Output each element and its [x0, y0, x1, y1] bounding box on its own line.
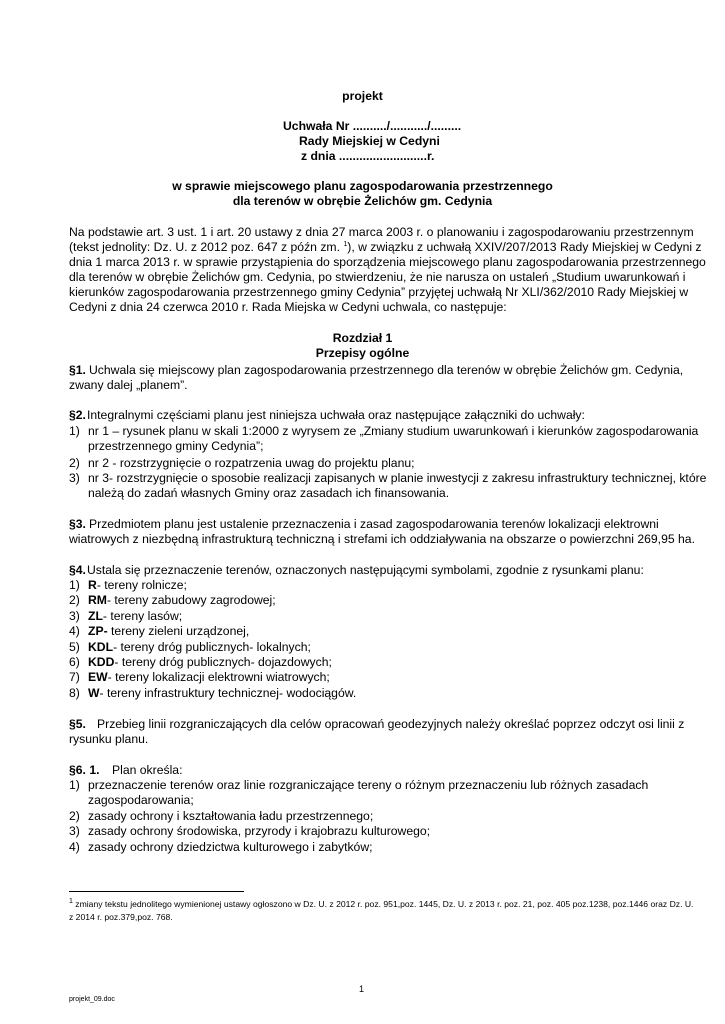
- land-desc: - tereny rolnicze;: [96, 578, 187, 592]
- list-item: zasady ochrony dziedzictwa kulturowego i zabytków;: [88, 840, 373, 854]
- land-desc: - tereny lasów;: [102, 609, 183, 623]
- section-line: zwany dalej „planem”.: [69, 378, 188, 392]
- symbol-item: [88, 609, 182, 624]
- list-number: 7): [69, 670, 80, 684]
- resolution-date: z dnia ..........................r.: [301, 149, 435, 163]
- land-desc: - tereny dróg publicznych- lokalnych;: [113, 640, 311, 654]
- list-number: 3): [69, 824, 80, 838]
- footnote-text: zmiany tekstu jednolitego wymienionej ustawy ogłoszono w Dz. U. z 2012 r. poz. 951,poz. 1445, Dz. U. z 2013 r. poz. 21, poz. 405 poz.1238, poz.1446 oraz Dz. U.: [72, 899, 694, 909]
- section-mark: §4.: [69, 563, 86, 577]
- land-symbol: KDL: [88, 640, 114, 654]
- land-desc: - tereny dróg publicznych- dojazdowych;: [114, 655, 332, 669]
- section-line: rysunku planu.: [69, 732, 149, 746]
- section-lead: Plan określa:: [112, 763, 183, 777]
- list-number: 3): [69, 609, 80, 623]
- section-lead: Integralnymi częściami planu jest niniejsza uchwała oraz następujące załączniki do uchwały:: [87, 408, 585, 422]
- list-item-cont: przestrzennego gminy Cedynia”;: [88, 439, 264, 453]
- list-item: przeznaczenie terenów oraz linie rozgraniczające tereny o różnym przeznaczeniu lub różnych zasadach: [88, 778, 649, 792]
- land-symbol: ZP-: [88, 624, 108, 638]
- land-symbol: R: [88, 578, 97, 592]
- land-symbol: ZL: [88, 609, 103, 623]
- chapter-title: Rozdział 1: [332, 331, 393, 345]
- project-label: projekt: [342, 89, 383, 103]
- section-lead: Ustala się przeznaczenie terenów, oznaczonych następującymi symbolami, zgodnie z rysunkami planu:: [87, 563, 644, 577]
- section-mark: §1.: [69, 363, 86, 377]
- list-number: 3): [69, 471, 80, 485]
- section-line: Przebieg linii rozgraniczających dla celów opracowań geodezyjnych należy określać poprzez odczyt osi linii z: [97, 717, 685, 731]
- symbol-item: [88, 624, 249, 639]
- footnote: [69, 898, 693, 910]
- intro-line: Na podstawie art. 3 ust. 1 i art. 20 ustawy z dnia 27 marca 2003 r. o planowaniu i zagospodarowaniu przestrzennym: [69, 225, 694, 239]
- section-mark: §2.: [69, 408, 86, 422]
- council-name: Rady Miejskiej w Cedyni: [299, 134, 440, 148]
- land-desc: - tereny lokalizacji elektrowni wiatrowych;: [107, 670, 330, 684]
- symbol-item: [88, 578, 187, 593]
- land-desc: tereny zieleni urządzonej,: [107, 624, 250, 638]
- symbol-item: [88, 593, 276, 608]
- list-number: 4): [69, 624, 80, 638]
- intro-line: [69, 240, 702, 255]
- section-line: Przedmiotem planu jest ustalenie przeznaczenia i zasad zagospodarowania terenów lokalizacji elektrowni: [89, 517, 659, 531]
- list-item-cont: zagospodarowania;: [88, 793, 194, 807]
- list-number: 2): [69, 456, 80, 470]
- intro-line: Cedyni z dnia 24 czerwca 2010 r. Rada Miejska w Cedyni uchwala, co następuje:: [69, 300, 507, 314]
- intro-line: kierunków zagospodarowania przestrzennego gminy Cedynia” przyjętej uchwałą Nr XLI/362/2010 Rady Miejskiej w: [69, 285, 689, 299]
- list-number: 8): [69, 686, 80, 700]
- section-line: wiatrowych z niezbędną infrastrukturą techniczną i strefami ich oddziaływania na obszarze o powierzchni 269,95 ha.: [69, 532, 695, 546]
- symbol-item: [88, 655, 332, 670]
- list-item-cont: należą do zadań własnych Gminy oraz zasadach ich finansowania.: [88, 486, 450, 500]
- list-number: 2): [69, 593, 80, 607]
- land-symbol: RM: [88, 593, 107, 607]
- section-line: Uchwala się miejscowy plan zagospodarowania przestrzennego dla terenów w obrębie Żelichów gm. Cedynia,: [89, 363, 684, 377]
- footnote-ref: 1: [343, 240, 348, 248]
- symbol-item: [88, 640, 311, 655]
- list-item: nr 3- rozstrzygnięcie o sposobie realizacji zapisanych w planie inwestycji z zakresu infrastruktury technicznej, które: [88, 471, 707, 485]
- list-number: 1): [69, 578, 80, 592]
- intro-line-part: (tekst jednolity: Dz. U. z 2012 poz. 647 z późn zm.: [69, 240, 340, 254]
- land-symbol: KDD: [88, 655, 115, 669]
- list-number: 1): [69, 778, 80, 792]
- list-item: nr 1 – rysunek planu w skali 1:2000 z wyrysem ze „Zmiany studium uwarunkowań i kierunków zagospodarowania: [88, 424, 699, 438]
- symbol-item: [88, 670, 330, 685]
- land-symbol: EW: [88, 670, 108, 684]
- chapter-subtitle: Przepisy ogólne: [315, 346, 410, 360]
- section-mark: §6. 1.: [69, 763, 100, 777]
- list-item: zasady ochrony środowiska, przyrody i krajobrazu kulturowego;: [88, 824, 431, 838]
- list-item: nr 2 - rozstrzygnięcie o rozpatrzenia uwag do projektu planu;: [88, 456, 415, 470]
- list-number: 1): [69, 424, 80, 438]
- list-number: 2): [69, 809, 80, 823]
- footnote-separator: [69, 891, 244, 892]
- page-number: 1: [359, 984, 365, 994]
- intro-line: dnia 1 marca 2013 r. w sprawie przystąpienia do sporządzenia miejscowego planu zagospodarowania przestrzennego: [69, 255, 706, 269]
- intro-line-part: ), w związku z uchwałą XXIV/207/2013 Rady Miejskiej w Cedyni z: [347, 240, 702, 254]
- section-mark: §3.: [69, 517, 86, 531]
- footnote-mark: 1: [69, 898, 73, 906]
- land-symbol: W: [88, 686, 100, 700]
- list-number: 6): [69, 655, 80, 669]
- footnote-cont: z 2014 r. poz.379,poz. 768.: [69, 912, 173, 922]
- intro-line: dla terenów w obrębie Żelichów gm. Cedynia, po stwierdzeniu, że nie narusza on ustaleń „Studium uwarunkowań i: [69, 270, 686, 284]
- list-number: 5): [69, 640, 80, 654]
- section-mark: §5.: [69, 717, 86, 731]
- symbol-item: [88, 686, 356, 701]
- land-desc: - tereny zabudowy zagrodowej;: [106, 593, 276, 607]
- file-name: projekt_09.doc: [69, 996, 115, 1003]
- list-number: 4): [69, 840, 80, 854]
- list-item: zasady ochrony i kształtowania ładu przestrzennego;: [88, 809, 374, 823]
- resolution-number: Uchwała Nr ........../.........../.........: [283, 119, 462, 133]
- subject-line-1: w sprawie miejscowego planu zagospodarowania przestrzennego: [172, 179, 553, 193]
- subject-line-2: dla terenów w obrębie Żelichów gm. Cedynia: [232, 194, 493, 208]
- land-desc: - tereny infrastruktury technicznej- wodociągów.: [99, 686, 357, 700]
